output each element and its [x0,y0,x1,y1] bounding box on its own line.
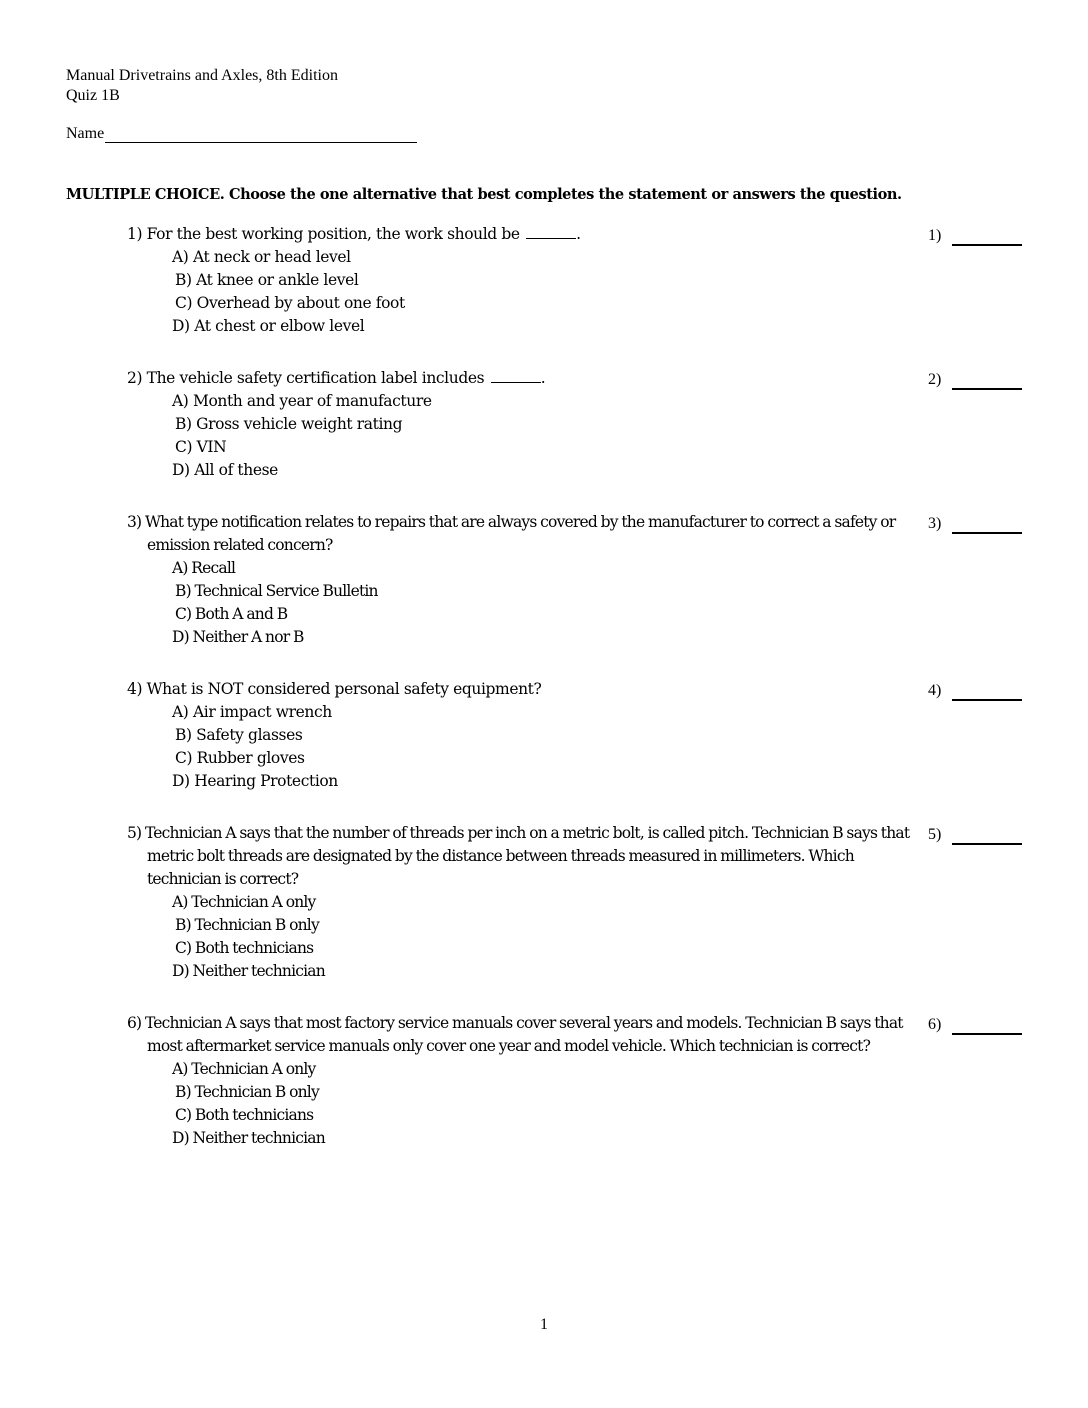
choice-b[interactable]: B) Safety glasses [175,726,303,744]
choice-d[interactable]: D) At chest or elbow level [172,317,365,335]
question-text: What type notification relates to repairs that are always covered by the manufacturer to correct a safety or emission related concern? [144,513,896,554]
answer-slot-1 [928,226,1022,246]
answer-label: 5) [928,826,942,843]
fill-in-blank [491,369,541,383]
answer-slot-3 [928,514,1022,534]
question-5 [127,822,917,983]
page-number: 1 [540,1316,548,1333]
choice-d[interactable]: D) Neither technician [172,962,325,980]
question-stem [127,678,917,701]
answer-slot-2 [928,370,1022,390]
question-text: For the best working position, the work should be [146,225,520,243]
quiz-label: Quiz 1B [66,87,120,104]
question-2 [127,367,917,482]
choice-d[interactable]: D) Neither technician [172,1129,325,1147]
choice-a[interactable]: A) At neck or head level [172,248,351,266]
name-label: Name [66,125,105,142]
question-number: 1) [127,225,143,243]
choice-b[interactable]: B) Technician B only [175,1083,319,1101]
choice-b[interactable]: B) Gross vehicle weight rating [175,415,403,433]
choice-c[interactable]: C) VIN [175,438,227,456]
question-stem [127,822,917,891]
document-title: Manual Drivetrains and Axles, 8th Edition [66,67,338,84]
question-stem [127,223,917,246]
name-blank-line[interactable] [105,125,417,143]
choice-c[interactable]: C) Both technicians [175,939,314,957]
question-4 [127,678,917,793]
answer-blank-line[interactable] [952,1019,1022,1035]
answer-label: 1) [928,227,942,244]
question-number: 6) [127,1014,142,1032]
choice-a[interactable]: A) Technician A only [172,1060,316,1078]
fill-in-blank [526,225,576,239]
choice-b[interactable]: B) Technician B only [175,916,319,934]
answer-label: 4) [928,682,942,699]
choice-a[interactable]: A) Month and year of manufacture [172,392,432,410]
choice-c[interactable]: C) Rubber gloves [175,749,305,767]
choice-b[interactable]: B) Technical Service Bulletin [175,582,378,600]
question-text-end: . [540,369,546,387]
choice-c[interactable]: C) Both A and B [175,605,288,623]
answer-label: 6) [928,1016,942,1033]
answer-blank-line[interactable] [952,230,1022,246]
choice-c[interactable]: C) Overhead by about one foot [175,294,405,312]
answer-blank-line[interactable] [952,685,1022,701]
answer-slot-5 [928,825,1022,845]
choice-a[interactable]: A) Air impact wrench [172,703,332,721]
answer-label: 3) [928,515,942,532]
question-number: 5) [127,824,142,842]
answer-blank-line[interactable] [952,374,1022,390]
answer-slot-4 [928,681,1022,701]
section-instructions: MULTIPLE CHOICE. Choose the one alternative that best completes the statement or answers the question. [66,185,902,203]
question-text: What is NOT considered personal safety equipment? [146,680,542,698]
answer-slot-6 [928,1015,1022,1035]
question-stem [127,511,917,557]
question-text-end: . [576,225,581,243]
choice-d[interactable]: D) All of these [172,461,278,479]
choice-a[interactable]: A) Technician A only [172,893,316,911]
question-3 [127,511,917,649]
question-stem [127,1012,917,1058]
answer-blank-line[interactable] [952,518,1022,534]
question-text: The vehicle safety certification label includes [146,369,485,387]
question-1 [127,223,917,338]
answer-label: 2) [928,371,942,388]
question-text: Technician A says that most factory service manuals cover several years and models. Technician B says that most aftermarket service manuals only cover one year and model vehicle. Which technician is correct? [144,1014,903,1055]
answer-blank-line[interactable] [952,829,1022,845]
choice-b[interactable]: B) At knee or ankle level [175,271,359,289]
choice-d[interactable]: D) Hearing Protection [172,772,338,790]
name-field [66,125,417,143]
choice-c[interactable]: C) Both technicians [175,1106,314,1124]
choice-d[interactable]: D) Neither A nor B [172,628,304,646]
question-stem [127,367,917,390]
question-number: 2) [127,369,143,387]
choice-a[interactable]: A) Recall [172,559,236,577]
question-number: 3) [127,513,142,531]
question-6 [127,1012,917,1150]
question-text: Technician A says that the number of threads per inch on a metric bolt, is called pitch. Technician B says that metric bolt threads are designated by the distance between threads measured in millimeters. Which technician is correct? [144,824,910,888]
question-number: 4) [127,680,143,698]
